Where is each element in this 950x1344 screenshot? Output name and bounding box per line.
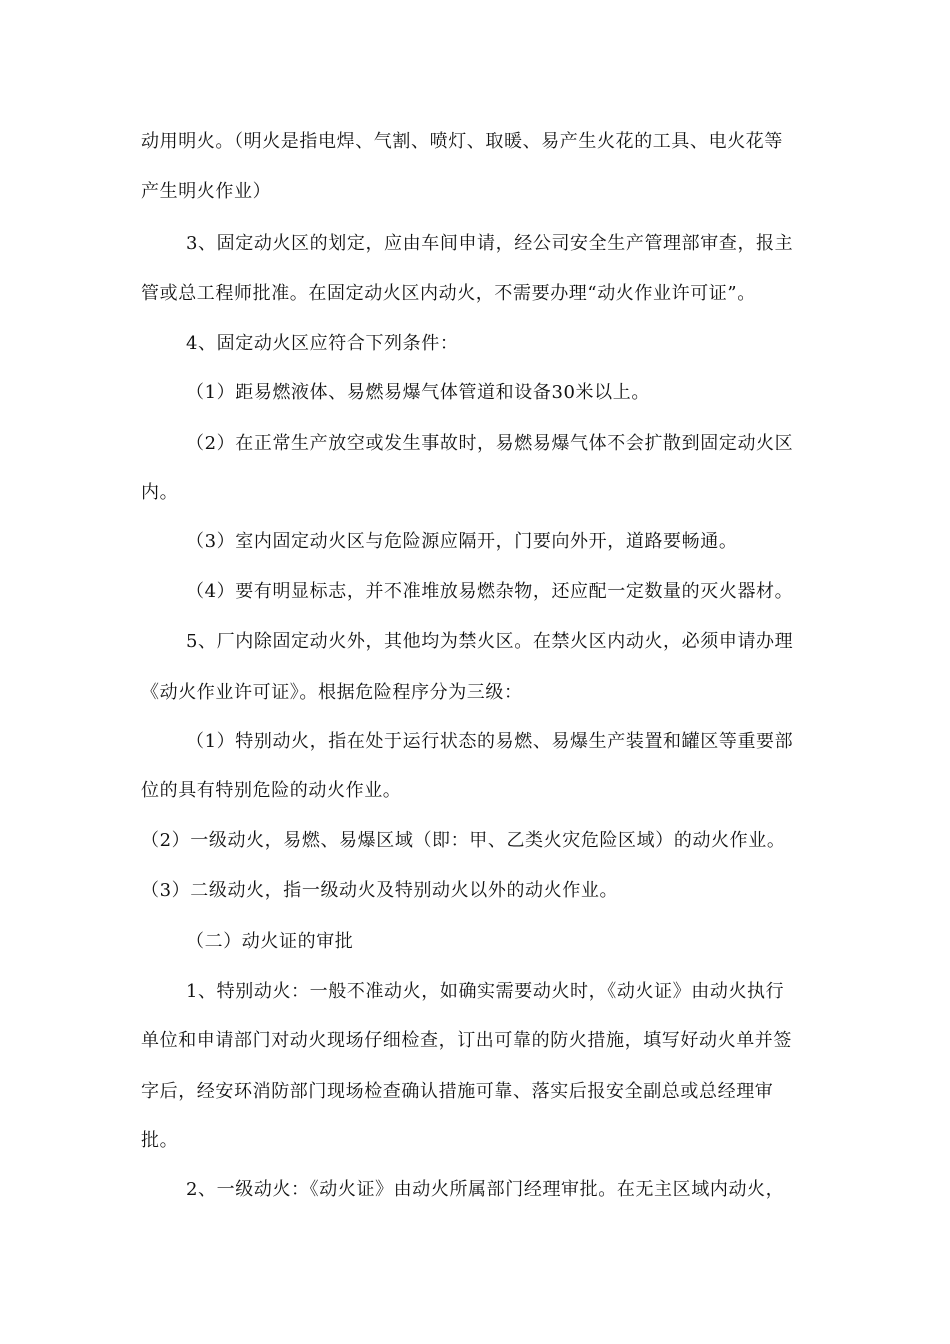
text-line: 4、固定动火区应符合下列条件：: [186, 333, 459, 354]
text-line: 2、一级动火：《动火证》由动火所属部门经理审批。在无主区域内动火，: [186, 1179, 785, 1200]
text-line: 内。: [141, 482, 179, 503]
text-line: 1、特别动火：一般不准动火，如确实需要动火时，《动火证》由动火执行: [186, 981, 785, 1002]
text-line: 单位和申请部门对动火现场仔细检查，订出可靠的防火措施，填写好动火单并签: [141, 1030, 792, 1051]
text-line: 产生明火作业）: [141, 181, 272, 202]
text-line: 《动火作业许可证》。根据危险程序分为三级：: [141, 682, 523, 703]
text-line: 批。: [141, 1130, 179, 1151]
text-line: （3）二级动火，指一级动火及特别动火以外的动火作业。: [141, 880, 619, 901]
text-line: 字后，经安环消防部门现场检查确认措施可靠、落实后报安全副总或总经理审: [141, 1081, 774, 1102]
text-line: 位的具有特别危险的动火作业。: [141, 780, 402, 801]
text-line: （2）在正常生产放空或发生事故时，易燃易爆气体不会扩散到固定动火区: [186, 433, 794, 454]
text-line: （3）室内固定动火区与危险源应隔开，门要向外开，道路要畅通。: [186, 531, 738, 552]
text-line: （1）特别动火，指在处于运行状态的易燃、易爆生产装置和罐区等重要部: [186, 731, 794, 752]
text-line: 5、厂内除固定动火外，其他均为禁火区。在禁火区内动火，必须申请办理: [186, 631, 794, 652]
text-line: 动用明火。（明火是指电焊、气割、喷灯、取暖、易产生火花的工具、电火花等: [141, 131, 783, 152]
section-heading: （二）动火证的审批: [186, 931, 354, 952]
text-line: （4）要有明显标志，并不准堆放易燃杂物，还应配一定数量的灭火器材。: [186, 581, 794, 602]
text-line: （1）距易燃液体、易燃易爆气体管道和设备30米以上。: [186, 382, 650, 403]
text-line: 管或总工程师批准。在固定动火区内动火，不需要办理“动火作业许可证”。: [141, 283, 756, 304]
text-line: （2）一级动火，易燃、易爆区域（即：甲、乙类火灾危险区域）的动火作业。: [141, 830, 786, 851]
text-line: 3、固定动火区的划定，应由车间申请，经公司安全生产管理部审查，报主: [186, 233, 794, 254]
